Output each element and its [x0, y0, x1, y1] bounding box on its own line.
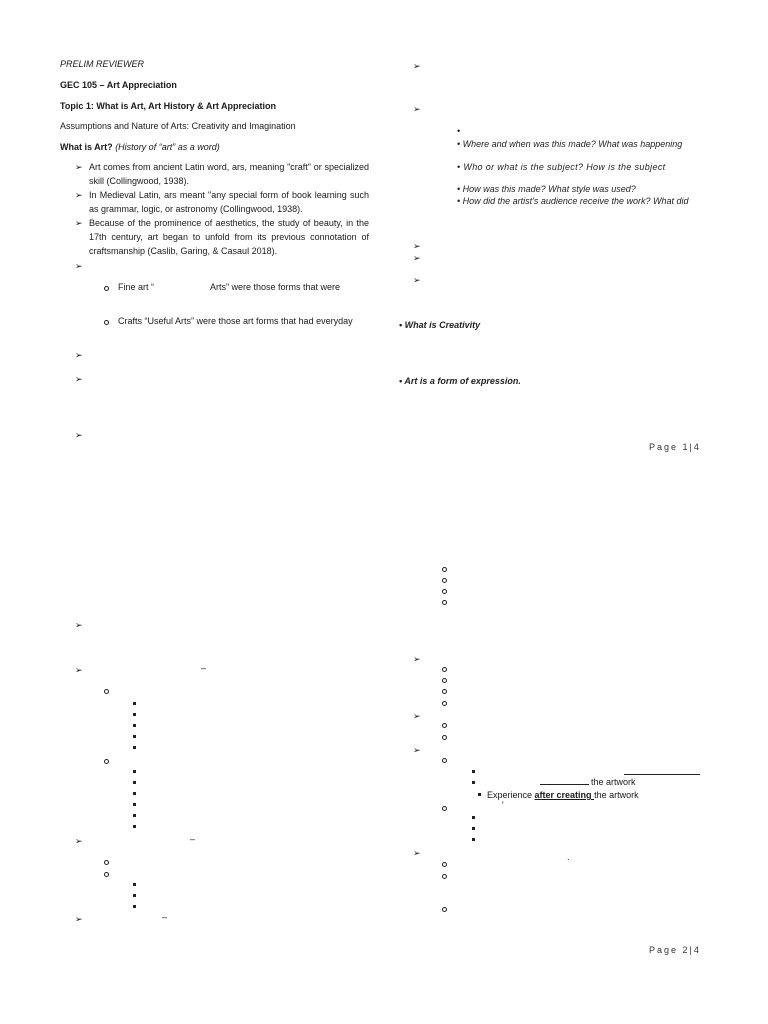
experience-after-creating	[487, 790, 639, 801]
circle-bullet-icon	[442, 701, 447, 706]
square-bullet-icon	[133, 894, 136, 897]
square-bullet-icon	[133, 735, 136, 738]
circle-bullet-icon	[442, 874, 447, 879]
arrow-bullet-icon: ➢	[413, 241, 421, 251]
dash: –	[162, 912, 168, 922]
arrow-bullet-icon: ➢	[413, 275, 421, 285]
circle-bullet-icon	[442, 758, 447, 763]
blank-line	[540, 784, 589, 785]
square-bullet-icon	[133, 770, 136, 773]
what-is-art-heading	[60, 142, 220, 153]
square-bullet-icon	[133, 905, 136, 908]
circle-bullet-icon	[104, 689, 109, 694]
what-is-art-note: (History of “art” as a word)	[115, 142, 220, 152]
square-bullet-icon	[478, 793, 481, 796]
question-style: • How was this made? What style was used?	[457, 184, 636, 194]
arrow-bullet-icon: ➢	[75, 261, 83, 271]
circle-bullet-icon	[442, 567, 447, 572]
subtopic-heading: Assumptions and Nature of Arts: Creativity and Imagination	[60, 121, 296, 131]
square-bullet-icon	[472, 838, 475, 841]
question-when: • Where and when was this made? What was happening	[457, 139, 683, 149]
arrow-bullet-icon: ➢	[75, 620, 83, 630]
question-audience: • How did the artist's audience receive the work? What did	[457, 196, 689, 206]
square-bullet-icon	[472, 770, 475, 773]
experience-prefix: Experience	[487, 790, 535, 800]
arrow-bullet-icon: ➢	[75, 218, 83, 228]
reviewer-label: PRELIM REVIEWER	[60, 59, 145, 69]
arrow-bullet-icon: ➢	[75, 350, 83, 360]
arrow-bullet-icon: ➢	[75, 836, 83, 846]
arrow-bullet-icon: ➢	[75, 162, 83, 172]
arrow-bullet-icon: ➢	[413, 104, 421, 114]
circle-bullet-icon	[442, 589, 447, 594]
square-bullet-icon	[133, 792, 136, 795]
square-bullet-icon	[133, 814, 136, 817]
square-bullet-icon	[133, 746, 136, 749]
dash: –	[201, 663, 207, 673]
arrow-bullet-icon: ➢	[75, 430, 83, 440]
circle-bullet-icon	[442, 578, 447, 583]
aesthetics-bullet: Because of the prominence of aesthetics, the study of beauty, in the 17th century, art began to unfold from its previous connotation of craftsmanship (Caslib, Garing, & Casaul 2018).	[89, 218, 369, 256]
square-bullet-icon	[133, 883, 136, 886]
artwork-text: the artwork	[591, 777, 636, 787]
topic-heading: Topic 1: What is Art, Art History & Art Appreciation	[60, 101, 277, 111]
circle-bullet-icon	[442, 907, 447, 912]
bullet-dot: •	[457, 126, 461, 136]
square-bullet-icon	[133, 825, 136, 828]
square-bullet-icon	[472, 816, 475, 819]
fine-art-text-a: Fine art “	[118, 282, 155, 292]
arrow-bullet-icon: ➢	[75, 374, 83, 384]
creativity-heading: • What is Creativity	[399, 320, 481, 330]
arrow-bullet-icon: ➢	[413, 745, 421, 755]
after-creating-label: after creating	[534, 790, 595, 800]
arrow-bullet-icon: ➢	[413, 711, 421, 721]
square-bullet-icon	[133, 724, 136, 727]
small-dot: .	[567, 852, 570, 862]
what-is-art-label: What is Art?	[60, 142, 113, 152]
experience-suffix: the artwork	[594, 790, 639, 800]
circle-bullet-icon	[442, 806, 447, 811]
square-bullet-icon	[133, 713, 136, 716]
fine-art-text-b: Arts” were those forms that were	[210, 282, 341, 292]
blank-line	[624, 774, 700, 775]
circle-bullet-icon	[442, 667, 447, 672]
arrow-bullet-icon: ➢	[75, 914, 83, 924]
crafts-text: Crafts “Useful Arts” were those art forms that had everyday	[118, 316, 353, 326]
page-number: Page 2|4	[649, 945, 701, 955]
circle-bullet-icon	[104, 320, 109, 325]
circle-bullet-icon	[442, 600, 447, 605]
question-subject: • Who or what is the subject? How is the subject	[457, 162, 666, 172]
circle-bullet-icon	[442, 723, 447, 728]
circle-bullet-icon	[104, 286, 109, 291]
arrow-bullet-icon: ➢	[413, 848, 421, 858]
course-title: GEC 105 – Art Appreciation	[60, 80, 177, 90]
circle-bullet-icon	[104, 872, 109, 877]
arrow-bullet-icon: ➢	[75, 665, 83, 675]
circle-bullet-icon	[442, 735, 447, 740]
medieval-latin-bullet: In Medieval Latin, ars meant "any special form of book learning such as grammar, logic, or astronomy (Collingwood, 1938).	[89, 190, 369, 214]
square-bullet-icon	[133, 702, 136, 705]
square-bullet-icon	[133, 781, 136, 784]
art-origin-bullet: Art comes from ancient Latin word, ars, meaning "craft" or specialized skill (Collingwood, 1938).	[89, 162, 369, 186]
circle-bullet-icon	[104, 860, 109, 865]
circle-bullet-icon	[104, 759, 109, 764]
dash: –	[190, 834, 196, 844]
square-bullet-icon	[133, 803, 136, 806]
apostrophe-mark: '	[502, 800, 504, 810]
circle-bullet-icon	[442, 862, 447, 867]
arrow-bullet-icon: ➢	[413, 253, 421, 263]
circle-bullet-icon	[442, 678, 447, 683]
square-bullet-icon	[472, 827, 475, 830]
square-bullet-icon	[472, 781, 475, 784]
arrow-bullet-icon: ➢	[413, 654, 421, 664]
arrow-bullet-icon: ➢	[413, 61, 421, 71]
arrow-bullet-icon: ➢	[75, 190, 83, 200]
circle-bullet-icon	[442, 689, 447, 694]
page-number: Page 1|4	[649, 442, 701, 452]
expression-heading: • Art is a form of expression.	[399, 376, 521, 386]
